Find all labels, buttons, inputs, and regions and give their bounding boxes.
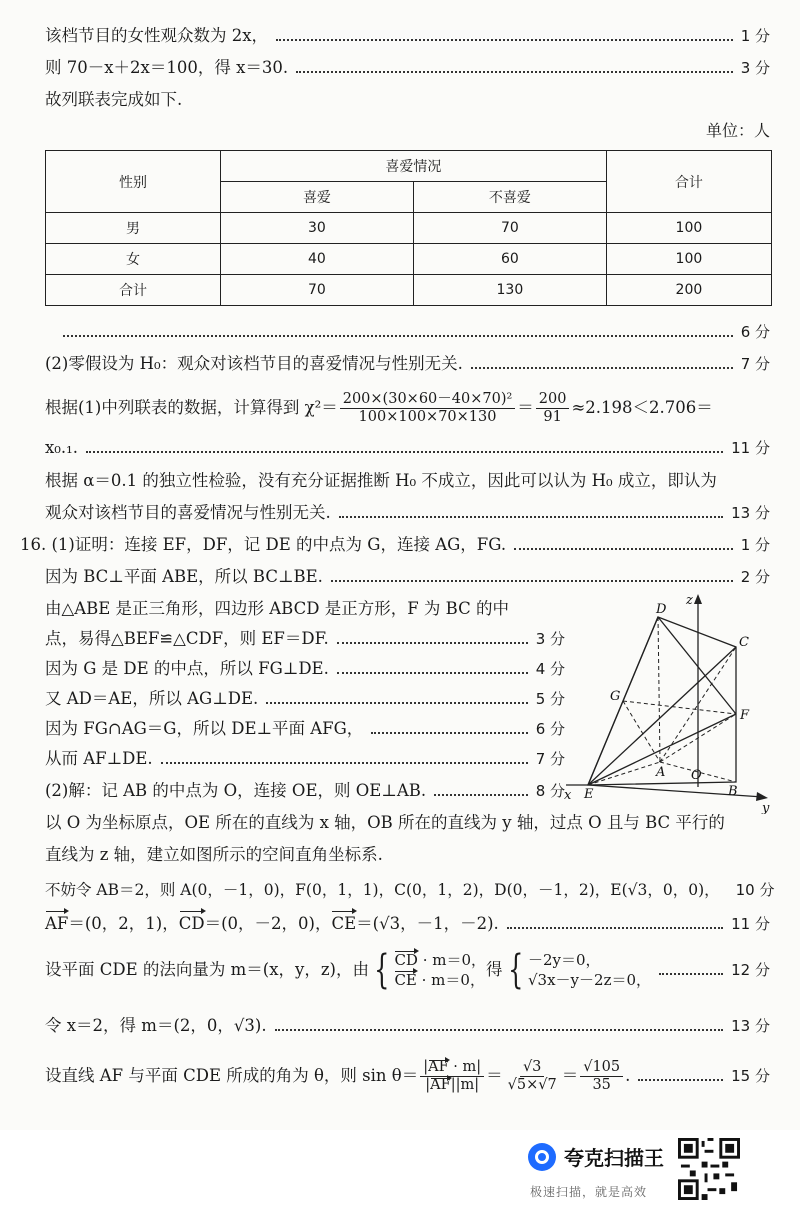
scanner-brand [528, 1142, 664, 1171]
cell-dislike: 60 [413, 244, 606, 275]
solution-line: 16. (1)证明：连接 EF，DF，记 DE 的中点为 G，连接 AG，FG. 1 分 [20, 535, 770, 554]
normal-vector-line: 设平面 CDE 的法向量为 m＝(x，y，z)，由 { CD · m＝0， CE · m＝0， 得 { －2y＝0， √3x－y－2z＝0， 12 分 [45, 947, 770, 993]
brand-slogan: 极速扫描，就是高效 [530, 1185, 648, 1199]
table-row [46, 275, 772, 306]
label-F: F [740, 708, 750, 723]
solution-line: 则 70－x＋2x＝100，得 x＝30. 3 分 [45, 58, 770, 77]
solution-line: 直线为 z 轴，建立如图所示的空间直角坐标系. [45, 845, 383, 864]
label-B: B [728, 784, 738, 799]
label-A: A [656, 765, 666, 780]
cell-total: 100 [606, 213, 771, 244]
solution-line: 观众对该档节目的喜爱情况与性别无关. 13 分 [45, 503, 770, 522]
cell-total: 100 [606, 244, 771, 275]
label-y: y [762, 801, 770, 814]
cell-like: 30 [220, 213, 413, 244]
table-header-total: 合计 [606, 151, 771, 213]
row-label: 男 [46, 213, 221, 244]
scanner-logo-icon [528, 1143, 556, 1171]
qr-code-icon [678, 1138, 740, 1200]
solution-line: 该档节目的女性观众数为 2x， 1 分 [45, 26, 770, 45]
table-row [46, 244, 772, 275]
table-header-gender: 性别 [46, 151, 221, 213]
solution-line: x₀.₁. 11 分 [45, 438, 770, 457]
label-E: E [584, 787, 594, 802]
solution-line: 因为 FG∩AG＝G，所以 DE⊥平面 AFG， 6 分 [45, 719, 565, 738]
label-x: x [564, 788, 572, 803]
chi-square-line: 根据(1)中列联表的数据，计算得到 χ²＝ $\frac{\text{200×(30×60－40×70)²}}{100\times 100\times 70\times 130}$ ＝ $\frac{200}{91}$ ≈2.198＜2.706＝ [45, 390, 713, 425]
solution-line: (2)零假设为 H₀：观众对该档节目的喜爱情况与性别无关. 7 分 [45, 354, 770, 373]
table-header-dislike: 不喜爱 [413, 182, 606, 213]
contingency-table [45, 150, 772, 306]
label-D: D [656, 602, 667, 617]
vector-line: AF＝(0，2，1)，CD＝(0，－2，0)，CE＝(√3，－1，－2). 11 分 [45, 910, 770, 938]
cell-dislike: 70 [413, 213, 606, 244]
row-label: 合计 [46, 275, 221, 306]
solution-line: 故列联表完成如下. [45, 90, 183, 109]
row-label: 女 [46, 244, 221, 275]
solution-line: (2)解：记 AB 的中点为 O，连接 OE，则 OE⊥AB. 8 分 [45, 781, 565, 800]
brand-name: 夸克扫描王 [564, 1146, 664, 1170]
cell-like: 70 [220, 275, 413, 306]
cell-dislike: 130 [413, 275, 606, 306]
label-z: z [686, 593, 693, 608]
label-O: O [691, 768, 702, 783]
sine-line: 设直线 AF 与平面 CDE 所成的角为 θ，则 sin θ＝ $\frac{|AF \cdot m|}{|AF||m|}$ ＝ $\frac{√3}{√5\times√7}$ ＝ $\frac{√105}{35}$ . 15 分 [45, 1058, 770, 1093]
cell-like: 40 [220, 244, 413, 275]
solution-line: 令 x＝2，得 m＝(2，0，√3). 13 分 [45, 1016, 770, 1035]
chi-fraction: $\frac{\text{200×(30×60－40×70)²}}{100\times 100\times 70\times 130}$ [340, 391, 516, 426]
sine-fraction-3: $\frac{√105}{35}$ [580, 1059, 623, 1094]
solution-line: 又 AD＝AE，所以 AG⊥DE. 5 分 [45, 689, 565, 708]
solution-line: 因为 G 是 DE 的中点，所以 FG⊥DE. 4 分 [45, 659, 565, 678]
unit-label: 单位：人 [705, 121, 770, 140]
chi-fraction-simplified: $\frac{200}{91}$ [536, 391, 570, 426]
table-header-group: 喜爱情况 [220, 151, 606, 182]
label-G: G [610, 689, 621, 704]
solution-line: 以 O 为坐标原点，OE 所在的直线为 x 轴，OB 所在的直线为 y 轴，过点 O 且与 BC 平行的 [45, 813, 725, 832]
solution-line: 根据 α＝0.1 的独立性检验，没有充分证据推断 H₀ 不成立，因此可以认为 H₀ 成立，即认为 [45, 471, 717, 490]
table-row [46, 213, 772, 244]
solution-line: 不妨令 AB＝2，则 A(0，－1，0)，F(0，1，1)，C(0，1，2)，D(0，－1，2)，E(√3，0，0)， 10 分 [45, 881, 775, 899]
sine-fraction: $\frac{|AF \cdot m|}{|AF||m|}$ [420, 1059, 484, 1094]
equation-system: { CD · m＝0， CE · m＝0， [374, 947, 487, 993]
label-C: C [739, 635, 749, 650]
solution-line: 因为 BC⊥平面 ABE，所以 BC⊥BE. 2 分 [45, 567, 770, 586]
table-header-like: 喜爱 [220, 182, 413, 213]
solution-line: 由△ABE 是正三角形，四边形 ABCD 是正方形，F 为 BC 的中 [45, 599, 509, 618]
sine-fraction-2: $\frac{√3}{√5\times√7}$ [507, 1058, 557, 1093]
solution-line: 从而 AF⊥DE. 7 分 [45, 749, 565, 768]
solution-line: 点，易得△BEF≌△CDF，则 EF＝DF. 3 分 [45, 629, 565, 648]
geometry-figure [558, 592, 778, 814]
solution-line: 6 分 [45, 318, 770, 346]
cell-total: 200 [606, 275, 771, 306]
equation-system: { －2y＝0， √3x－y－2z＝0， [507, 947, 652, 993]
